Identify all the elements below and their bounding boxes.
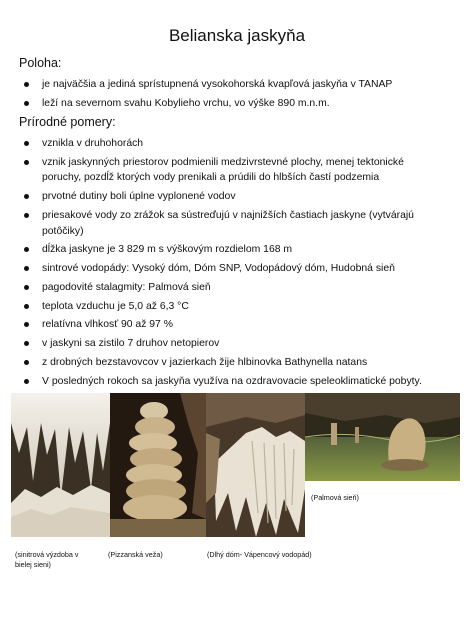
caption-pizzanska-veza: (Pizzanská veža) <box>108 550 163 559</box>
list-item: v jaskyni sa zistilo 7 druhov netopierov <box>22 336 442 352</box>
caption-dlhy-dom: (Dlhý dóm- Vápencový vodopád) <box>207 550 312 559</box>
page-title: Belianska jaskyňa <box>168 26 306 45</box>
photo-palmova-sien <box>305 393 460 481</box>
list-poloha <box>22 77 442 115</box>
section-heading-poloha: Poloha: <box>19 56 62 70</box>
list-item: leží na severnom svahu Kobylieho vrchu, vo výške 890 m.n.m. <box>22 96 442 112</box>
caption-sintrova-vyzdoba: (sinitrová výzdoba v bielej sieni) <box>15 550 79 569</box>
list-item: dĺžka jaskyne je 3 829 m s výškovým rozdielom 168 m <box>22 242 442 258</box>
list-item: teplota vzduchu je 5,0 až 6,3 °C <box>22 299 442 315</box>
list-item: je najväčšia a jediná sprístupnená vysokohorská kvapľová jaskyňa v TANAP <box>22 77 442 93</box>
section-heading-prirodne-pomery: Prírodné pomery: <box>19 115 116 129</box>
list-item: prvotné dutiny boli úplne vyplonené vodov <box>22 189 442 205</box>
list-prirodne-pomery <box>22 136 442 411</box>
list-item: priesakové vody zo zrážok sa sústreďujú v najnižších častiach jaskyne (vytvárajú potôčiky) <box>22 208 442 239</box>
list-item: relatívna vlhkosť 90 až 97 % <box>22 317 442 333</box>
caption-palmova-sien: (Palmová sieň) <box>311 493 359 502</box>
photo-pizzanska-veza <box>110 393 206 537</box>
photo-sintrova-vyzdoba <box>11 393 110 537</box>
list-item: sintrové vodopády: Vysoký dóm, Dóm SNP, Vodopádový dóm, Hudobná sieň <box>22 261 442 277</box>
list-item: vznikla v druhohorách <box>22 136 442 152</box>
list-item: V posledných rokoch sa jaskyňa využíva na ozdravovacie speleoklimatické pobyty. <box>22 374 442 390</box>
photo-dlhy-dom <box>206 393 305 537</box>
list-item: pagodovité stalagmity: Palmová sieň <box>22 280 442 296</box>
list-item: z drobných bezstavovcov v jazierkach žije hlbinovka Bathynella natans <box>22 355 442 371</box>
list-item: vznik jaskynných priestorov podmienili medzivrstevné plochy, menej tektonické poruchy, pozdĺž ktorých vody prenikali a prúdili do hlbších častí podzemia <box>22 155 442 186</box>
